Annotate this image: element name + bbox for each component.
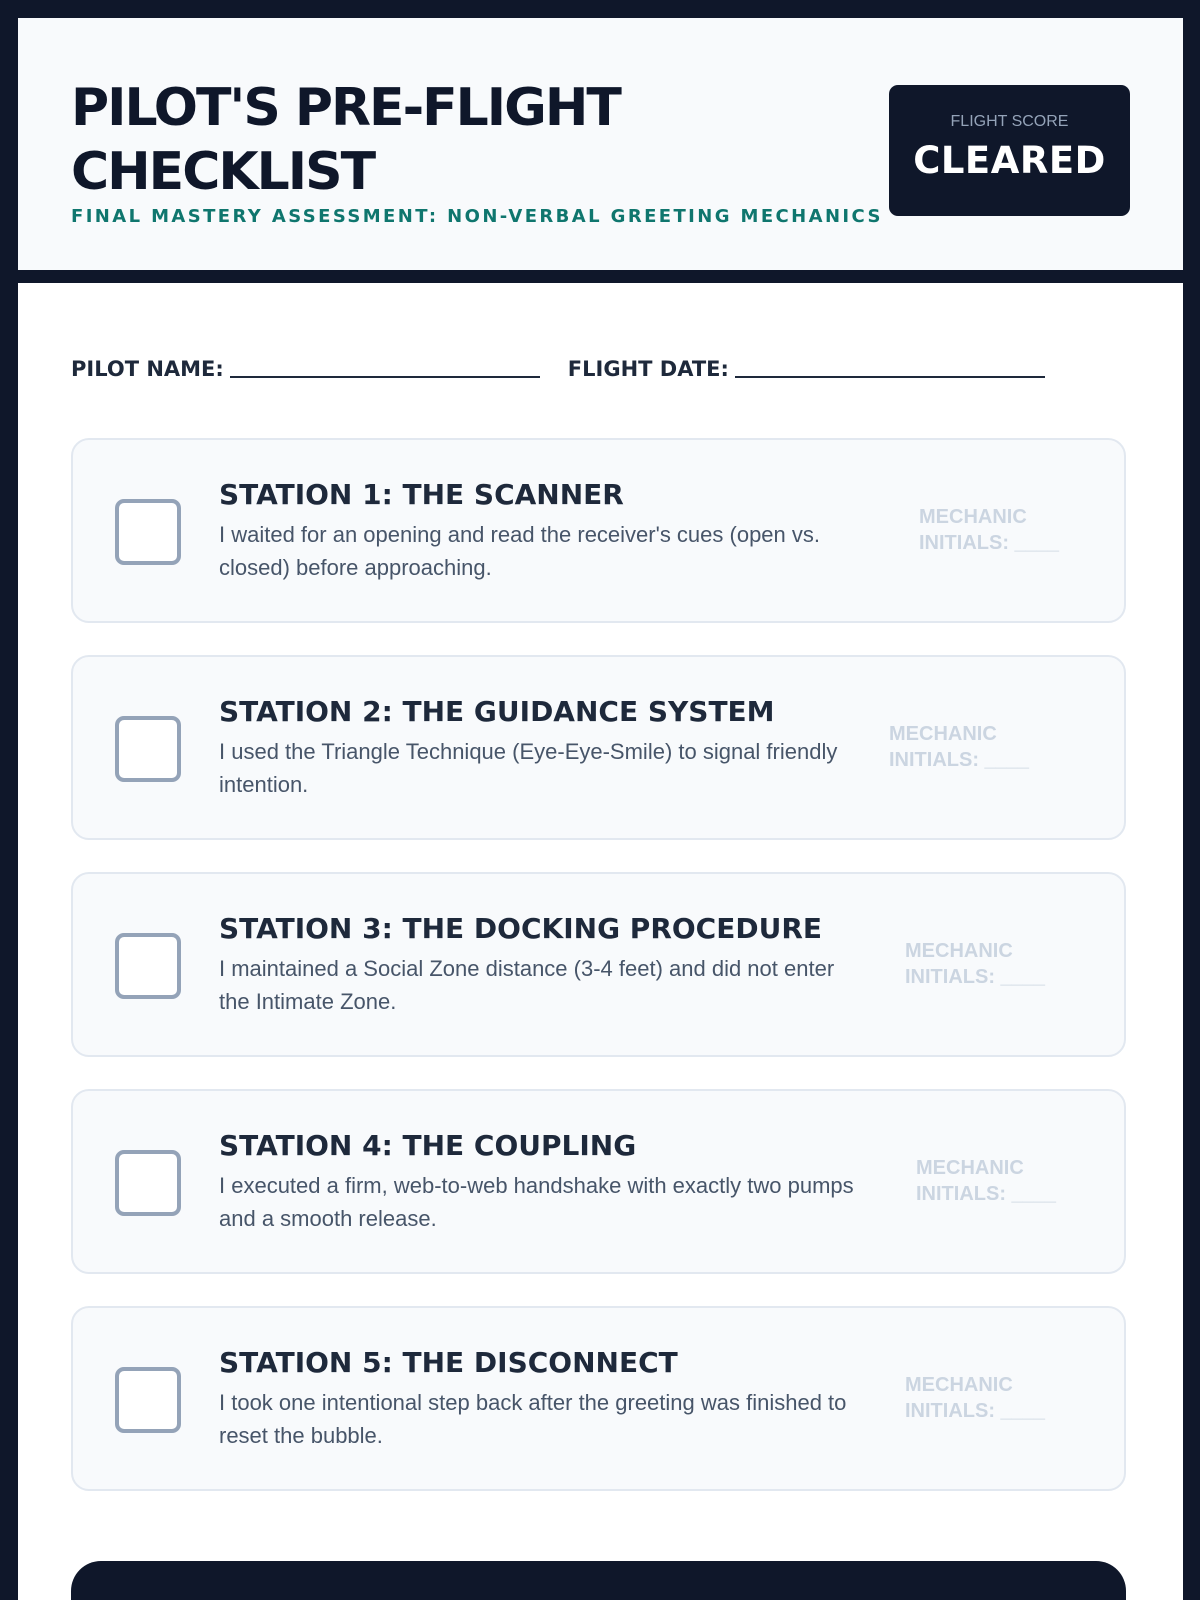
station-1-mechanic-initials: MECHANIC INITIALS: ____ <box>919 506 1060 554</box>
station-3-title: STATION 3: THE DOCKING PROCEDURE <box>219 912 823 945</box>
station-5-mechanic-initials: MECHANIC INITIALS: ____ <box>905 1374 1046 1422</box>
station-card-3 <box>71 872 1126 1057</box>
station-4-mechanic-initials: MECHANIC INITIALS: ____ <box>916 1157 1057 1205</box>
station-4-description: I executed a firm, web-to-web handshake with exactly two pumps and a smooth release. <box>219 1173 854 1231</box>
flight-date-label: FLIGHT DATE: <box>567 357 729 381</box>
station-3-mechanic-initials: MECHANIC INITIALS: ____ <box>905 940 1046 988</box>
station-4-checkbox[interactable] <box>115 1150 181 1216</box>
station-card-4 <box>71 1089 1126 1274</box>
footer-bar <box>71 1561 1126 1600</box>
flight-score-label: FLIGHT SCORE <box>950 113 1069 130</box>
flight-score-badge <box>889 85 1130 216</box>
station-card-5 <box>71 1306 1126 1491</box>
station-2-mechanic-initials: MECHANIC INITIALS: ____ <box>889 723 1030 771</box>
station-1-checkbox[interactable] <box>115 499 181 565</box>
header <box>18 18 1183 283</box>
station-card-2 <box>71 655 1126 840</box>
station-card-1 <box>71 438 1126 623</box>
checklist-page <box>18 18 1183 1600</box>
flight-date-field[interactable] <box>568 357 1045 381</box>
pilot-name-label: PILOT NAME: <box>71 357 224 381</box>
station-5-title: STATION 5: THE DISCONNECT <box>219 1346 678 1379</box>
station-3-description: I maintained a Social Zone distance (3-4 feet) and did not enter the Intimate Zone. <box>219 956 835 1014</box>
page-subtitle: FINAL MASTERY ASSESSMENT: NON-VERBAL GREETING MECHANICS <box>71 206 883 227</box>
station-2-description: I used the Triangle Technique (Eye-Eye-Smile) to signal friendly intention. <box>219 739 838 797</box>
station-5-description: I took one intentional step back after the greeting was finished to reset the bubble. <box>219 1390 847 1448</box>
station-1-title: STATION 1: THE SCANNER <box>219 478 624 511</box>
pilot-name-field[interactable] <box>71 357 540 381</box>
station-2-checkbox[interactable] <box>115 716 181 782</box>
pilot-info-fields <box>71 353 1045 385</box>
station-2-title: STATION 2: THE GUIDANCE SYSTEM <box>219 695 775 728</box>
station-5-checkbox[interactable] <box>115 1367 181 1433</box>
station-4-title: STATION 4: THE COUPLING <box>219 1129 637 1162</box>
station-3-checkbox[interactable] <box>115 933 181 999</box>
flight-score-value: CLEARED <box>913 139 1106 182</box>
station-1-description: I waited for an opening and read the receiver's cues (open vs. closed) before approaching. <box>219 522 821 580</box>
pilot-name-blank[interactable] <box>230 376 540 378</box>
flight-date-blank[interactable] <box>735 376 1045 378</box>
page-title: PILOT'S PRE-FLIGHT CHECKLIST <box>71 78 620 202</box>
